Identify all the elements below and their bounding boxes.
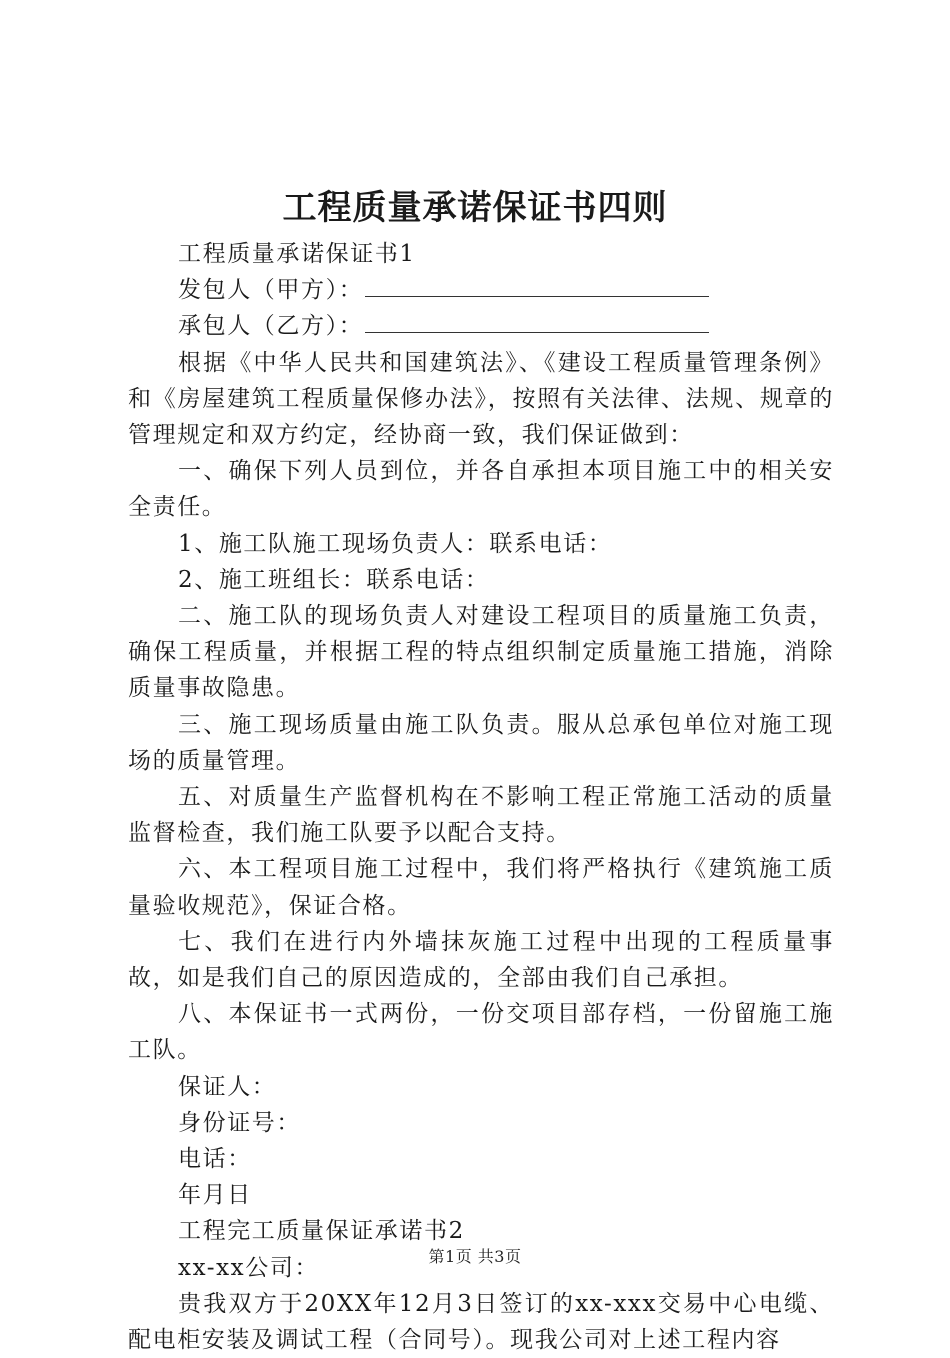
paragraph: 六、本工程项目施工过程中，我们将严格执行《建筑施工质量验收规范》，保证合格。 (128, 856, 834, 919)
id-number-label: 身份证号： (178, 1109, 301, 1136)
paragraph: 二、施工队的现场负责人对建设工程项目的质量施工负责，确保工程质量，并根据工程的特点组织制定质量施工措施，消除质量事故隐患。 (128, 603, 834, 702)
paragraph: 贵我双方于20XX年12月3日签订的xx-xxx交易中心电缆、配电柜安装及调试工程（合同号）。现我公司对上述工程内容 (128, 1290, 834, 1354)
section-heading-2: 工程完工质量保证承诺书2 (178, 1218, 465, 1245)
phone-label: 电话： (178, 1146, 252, 1173)
party-a-label: 发包人（甲方）： (178, 277, 364, 304)
paragraph: 一、确保下列人员到位，并各自承担本项目施工中的相关安全责任。 (128, 458, 834, 521)
page-footer: 第1页 共3页 (428, 1247, 522, 1266)
party-b-label: 承包人（乙方）： (178, 313, 364, 340)
paragraph: 1、施工队施工现场负责人：联系电话： (178, 530, 613, 557)
party-a-blank (365, 276, 709, 297)
document-title: 工程质量承诺保证书四则 (282, 188, 668, 228)
paragraph: 七、我们在进行内外墙抹灰施工过程中出现的工程质量事故，如是我们自己的原因造成的，全部由我们自己承担。 (128, 928, 834, 992)
paragraph: 五、对质量生产监督机构在不影响工程正常施工活动的质量监督检查，我们施工队要予以配合支持。 (128, 784, 834, 847)
party-b-line (128, 308, 834, 344)
paragraph: 八、本保证书一式两份，一份交项目部存档，一份留施工施工队。 (128, 1001, 834, 1064)
paragraph: 根据《中华人民共和国建筑法》、《建设工程质量管理条例》和《房屋建筑工程质量保修办法》，按照有关法律、法规、规章的管理规定和双方约定，经协商一致，我们保证做到： (128, 349, 834, 449)
section-heading-1: 工程质量承诺保证书1 (178, 241, 416, 267)
party-a-line (128, 272, 834, 308)
guarantor-label: 保证人： (178, 1073, 277, 1100)
addressee: xx-xx公司： (178, 1254, 320, 1281)
date-label: 年月日 (178, 1182, 252, 1209)
paragraph: 三、施工现场质量由施工队负责。服从总承包单位对施工现场的质量管理。 (128, 711, 834, 774)
party-b-blank (365, 312, 709, 333)
paragraph: 2、施工班组长：联系电话： (178, 566, 490, 593)
document-body (128, 236, 834, 1358)
